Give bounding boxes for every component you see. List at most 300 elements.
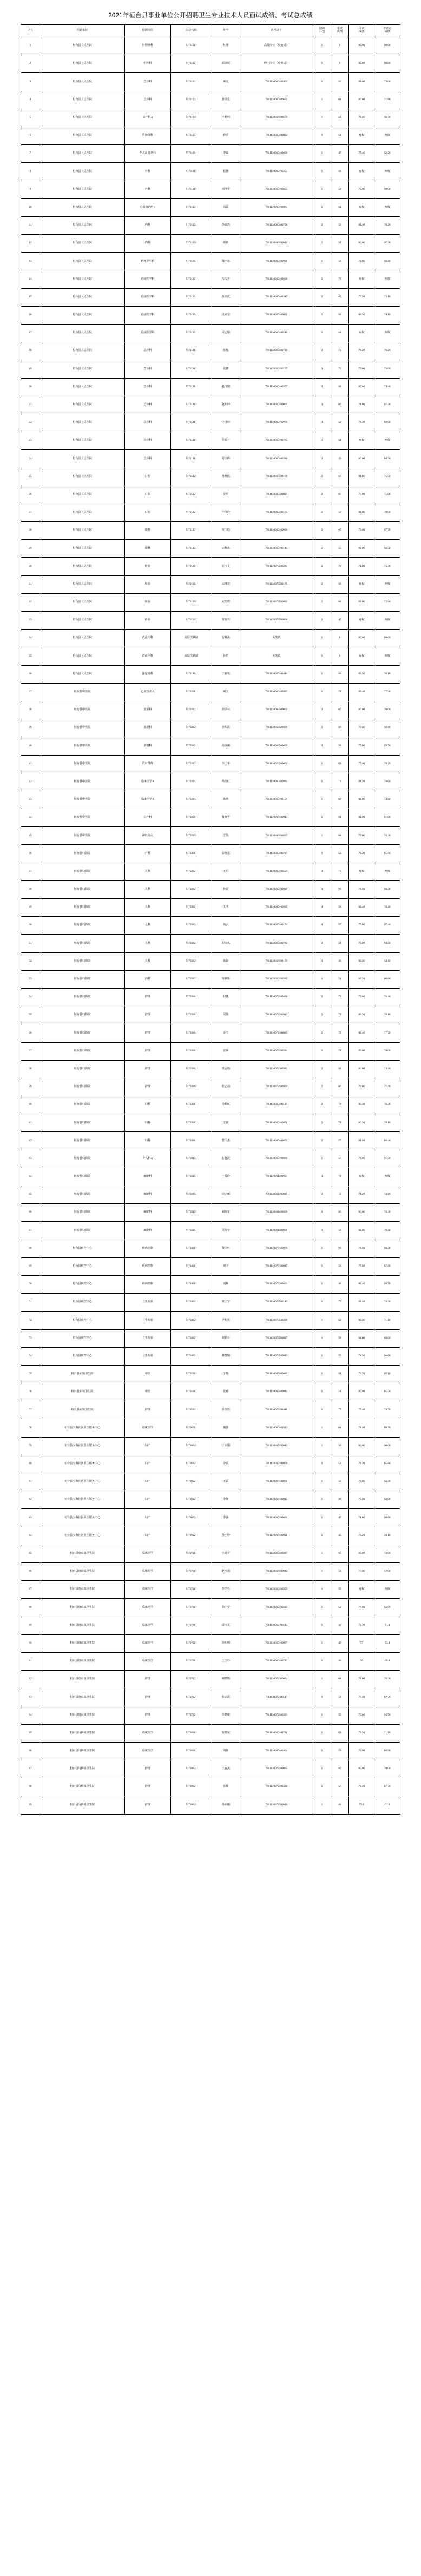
cell-unit: 桓台县人民医院 <box>40 198 125 216</box>
cell-code: （170402） <box>170 1347 212 1365</box>
cell-total: 65.60 <box>374 1455 400 1473</box>
cell-code: （170302） <box>170 880 212 898</box>
cell-post: 妇产 <box>125 1527 171 1545</box>
cell-total: 弃权 <box>374 432 400 450</box>
cell-total: 74.40 <box>374 1060 400 1078</box>
cell-name: 代传芳 <box>212 270 240 288</box>
cell-post: 产科 <box>125 845 171 863</box>
cell-name: 王爱玲 <box>212 1168 240 1186</box>
table-row <box>21 809 400 827</box>
table-row <box>21 1312 400 1329</box>
cell-written: 62 <box>331 1312 348 1329</box>
cell-name: 周秋彤 <box>212 970 240 988</box>
cell-name: 耿欣 <box>212 791 240 809</box>
cell-plan: 2 <box>313 1096 331 1114</box>
cell-index: 98 <box>21 1778 40 1796</box>
cell-admission_no: 7001130060100987 <box>240 1545 313 1562</box>
cell-interview: 76.80 <box>348 1078 374 1096</box>
cell-index: 44 <box>21 809 40 827</box>
cell-post: 眼科 <box>125 522 171 540</box>
cell-total: 75.50 <box>374 468 400 486</box>
cell-admission_no: 7001130060300030 <box>240 486 313 504</box>
cell-admission_no: 7001130060100540 <box>240 325 313 342</box>
cell-written: 65 <box>331 73 348 91</box>
cell-interview: 弃权 <box>348 575 374 593</box>
cell-written: 63 <box>331 91 348 109</box>
cell-plan: 2 <box>313 988 331 1006</box>
cell-index: 4 <box>21 91 40 109</box>
cell-written: 68 <box>331 1060 348 1078</box>
cell-index: 52 <box>21 952 40 970</box>
cell-name: 梁宇 <box>212 1257 240 1275</box>
cell-total: 67.80 <box>374 1257 400 1275</box>
cell-name: 高康丽 <box>212 737 240 755</box>
cell-written: 81 <box>331 809 348 827</box>
table-row <box>21 306 400 324</box>
cell-index: 92 <box>21 1671 40 1688</box>
cell-index: 19 <box>21 360 40 378</box>
cell-total: 64.50 <box>374 450 400 468</box>
cell-total: 71.10 <box>374 1312 400 1329</box>
cell-interview: 78.80 <box>348 880 374 898</box>
cell-written: 56 <box>331 1437 348 1455</box>
cell-code: （170315） <box>170 1186 212 1204</box>
cell-post: 放射技师 <box>125 755 171 773</box>
cell-total: 74.10 <box>374 306 400 324</box>
cell-interview: 80.60 <box>348 630 374 647</box>
cell-admission_no: 7001130072100117 <box>240 1688 313 1706</box>
cell-post: 临床医学 <box>125 1724 171 1742</box>
cell-interview: 79.40 <box>348 342 374 360</box>
cell-written: 72 <box>331 1096 348 1114</box>
cell-unit: 桓台县妇保院 <box>40 863 125 880</box>
cell-total: 63.40 <box>374 1473 400 1491</box>
table-row <box>21 522 400 540</box>
cell-plan: 1 <box>313 1329 331 1347</box>
cell-admission_no: 7001130072101089 <box>240 1024 313 1042</box>
table-row <box>21 1581 400 1599</box>
cell-name: 安岳 <box>212 486 240 504</box>
cell-post: 护理 <box>125 1671 171 1688</box>
cell-interview: 83.00 <box>348 1222 374 1240</box>
cell-post: 妇产 <box>125 1455 171 1473</box>
cell-admission_no: 7001130067100078 <box>240 1455 313 1473</box>
cell-index: 87 <box>21 1581 40 1599</box>
cell-post: 神经介入 <box>125 827 171 845</box>
cell-name: 徐宁宁 <box>212 1599 240 1617</box>
cell-code: （170104） <box>170 109 212 127</box>
cell-post: 精神卫生科 <box>125 253 171 270</box>
cell-post: 放射科 <box>125 701 171 719</box>
cell-total: 75.30 <box>374 558 400 575</box>
table-row <box>21 1114 400 1132</box>
cell-admission_no: 7001130060100286 <box>240 450 313 468</box>
cell-total: 弃权 <box>374 325 400 342</box>
cell-post: 临床医学 <box>125 1581 171 1599</box>
cell-unit: 桓台县人民医院 <box>40 486 125 504</box>
cell-written: 54 <box>331 1365 348 1383</box>
cell-written: 68 <box>331 163 348 181</box>
cell-code: （170115） <box>170 235 212 253</box>
cell-index: 79 <box>21 1437 40 1455</box>
cell-post: 胃肠外科 <box>125 127 171 144</box>
cell-index: 47 <box>21 863 40 880</box>
cell-post: 护理 <box>125 988 171 1006</box>
cell-interview: 78.80 <box>348 1240 374 1257</box>
cell-code: （170116） <box>170 253 212 270</box>
cell-post: 重症医学科 <box>125 325 171 342</box>
cell-code: （170801） <box>170 1742 212 1760</box>
cell-code: （170302） <box>170 899 212 917</box>
cell-plan: 1 <box>313 665 331 683</box>
col-header-written-score <box>331 25 348 37</box>
cell-plan: 2 <box>313 593 331 611</box>
cell-written: 43 <box>331 1796 348 1814</box>
col-header-interview-score <box>348 25 374 37</box>
cell-plan: 3 <box>313 1168 331 1186</box>
cell-total: 73.00 <box>374 73 400 91</box>
cell-admission_no: 7001130060100678 <box>240 109 313 127</box>
cell-interview: 74.60 <box>348 396 374 414</box>
cell-total: 70.00 <box>374 504 400 521</box>
cell-index: 91 <box>21 1652 40 1670</box>
cell-index: 69 <box>21 1257 40 1275</box>
cell-unit: 桓台县妇保院 <box>40 1204 125 1222</box>
cell-plan: 2 <box>313 1114 331 1132</box>
cell-index: 64 <box>21 1168 40 1186</box>
cell-unit: 桓台县妇保院 <box>40 1042 125 1060</box>
cell-unit: 桓台县人民医院 <box>40 504 125 521</box>
cell-interview: 82.00 <box>348 593 374 611</box>
cell-name: 曹晋 <box>212 127 240 144</box>
cell-plan: 4 <box>313 952 331 970</box>
cell-index: 11 <box>21 216 40 234</box>
table-row <box>21 952 400 970</box>
cell-written: 58 <box>331 1257 348 1275</box>
cell-written: 63 <box>331 827 348 845</box>
cell-plan: 1 <box>313 181 331 198</box>
cell-unit: 桓台县人民医院 <box>40 253 125 270</box>
col-header-written-line2: 成绩 <box>337 30 343 34</box>
cell-written: 61 <box>331 127 348 144</box>
table-row <box>21 414 400 432</box>
cell-written: 48 <box>331 1275 348 1293</box>
cell-plan: 2 <box>313 306 331 324</box>
cell-post: 中医 <box>125 1383 171 1401</box>
cell-total: 68.80 <box>374 253 400 270</box>
cell-code: （170121） <box>170 360 212 378</box>
cell-interview: 78.20 <box>348 1455 374 1473</box>
cell-total: 74.70 <box>374 1401 400 1419</box>
cell-unit: 桓台县妇保院 <box>40 1078 125 1096</box>
cell-admission_no: 7001130060100796 <box>240 216 313 234</box>
table-row <box>21 1796 400 1814</box>
cell-admission_no: 7001130060100797 <box>240 845 313 863</box>
cell-plan: 1 <box>313 647 331 665</box>
cell-admission_no: 7001130060100115 <box>240 1617 313 1634</box>
cell-name: 贺燕燕 <box>212 630 240 647</box>
cell-total: 76.10 <box>374 1006 400 1024</box>
cell-unit: 桓台县疾控中心 <box>40 1347 125 1365</box>
cell-unit: 桓台县人民医院 <box>40 306 125 324</box>
table-row <box>21 1168 400 1186</box>
cell-post: 急诊科 <box>125 73 171 91</box>
cell-code: （170602） <box>170 1455 212 1473</box>
cell-plan: 1 <box>313 1527 331 1545</box>
cell-written: 60 <box>331 396 348 414</box>
cell-plan: 2 <box>313 522 331 540</box>
cell-unit: 桓台县唐山镇卫生院 <box>40 1634 125 1652</box>
cell-admission_no: 7001130060100109 <box>240 791 313 809</box>
cell-index: 76 <box>21 1383 40 1401</box>
cell-written: 72 <box>331 1024 348 1042</box>
cell-post: 外科 <box>125 163 171 181</box>
cell-post: 儿科 <box>125 917 171 935</box>
cell-admission_no: 7001130060100077 <box>240 1634 313 1652</box>
cell-index: 95 <box>21 1724 40 1742</box>
cell-total: 71.10 <box>374 1724 400 1742</box>
table-row <box>21 91 400 109</box>
cell-admission_no: 7001130060100222 <box>240 1599 313 1617</box>
cell-total: 67.30 <box>374 396 400 414</box>
cell-written: 61 <box>331 325 348 342</box>
cell-name: 郧敏 <box>212 235 240 253</box>
cell-admission_no: 7001130077100017 <box>240 1257 313 1275</box>
cell-plan: 4 <box>313 899 331 917</box>
cell-plan: 2 <box>313 1024 331 1042</box>
cell-unit: 桓台县人民医院 <box>40 235 125 253</box>
table-row <box>21 198 400 216</box>
table-row <box>21 1294 400 1312</box>
cell-index: 58 <box>21 1060 40 1078</box>
cell-admission_no: 7001130060100670 <box>240 91 313 109</box>
table-row <box>21 432 400 450</box>
cell-code: （170115） <box>170 216 212 234</box>
cell-code: 高层次紧缺 <box>170 647 212 665</box>
cell-unit: 桓台县妇保院 <box>40 1132 125 1150</box>
cell-name: 吴佳 <box>212 1006 240 1024</box>
cell-interview: 81.00 <box>348 809 374 827</box>
table-row <box>21 773 400 791</box>
cell-index: 2 <box>21 55 40 73</box>
cell-admission_no: 7001130060100354 <box>240 163 313 181</box>
cell-unit: 桓台县少海社区卫生服务中心 <box>40 1509 125 1527</box>
cell-written: 47 <box>331 145 348 163</box>
cell-code: （170121） <box>170 396 212 414</box>
cell-plan: 3 <box>313 1222 331 1240</box>
cell-code: （170121） <box>170 414 212 432</box>
cell-interview: 80.00 <box>348 1760 374 1778</box>
cell-index: 80 <box>21 1455 40 1473</box>
cell-code: （170401） <box>170 1240 212 1257</box>
cell-name: 杜红霞 <box>212 1401 240 1419</box>
cell-code: （170120） <box>170 288 212 306</box>
cell-admission_no: 7001130060100666 <box>240 1150 313 1168</box>
table-row <box>21 558 400 575</box>
cell-post: 心血管介入 <box>125 683 171 701</box>
cell-plan: 1 <box>313 1491 331 1509</box>
cell-code: （170306） <box>170 1042 212 1060</box>
cell-unit: 桓台县唐山镇卫生院 <box>40 1671 125 1688</box>
cell-code: （170402） <box>170 1294 212 1312</box>
cell-code: （170121） <box>170 378 212 396</box>
cell-unit: 桓台县人民医院 <box>40 647 125 665</box>
cell-interview: 76.00 <box>348 1706 374 1724</box>
cell-code: （170120） <box>170 306 212 324</box>
cell-plan: 2 <box>313 486 331 504</box>
cell-total: 61.3 <box>374 1796 400 1814</box>
cell-name: 姚宁宁 <box>212 1294 240 1312</box>
cell-unit: 桓台县人民医院 <box>40 216 125 234</box>
cell-plan: 2 <box>313 504 331 521</box>
cell-written: 72 <box>331 773 348 791</box>
cell-total: 69.80 <box>374 1329 400 1347</box>
table-row <box>21 1365 400 1383</box>
cell-index: 30 <box>21 558 40 575</box>
cell-interview: 83.20 <box>348 665 374 683</box>
table-row <box>21 378 400 396</box>
cell-admission_no: 7001130060100832 <box>240 127 313 144</box>
cell-admission_no: 7001130060100462 <box>240 73 313 91</box>
cell-admission_no: 7001130060100008 <box>240 145 313 163</box>
cell-written: 70 <box>331 360 348 378</box>
cell-plan: 2 <box>313 558 331 575</box>
cell-interview: 弃权 <box>348 612 374 630</box>
cell-interview: 80.60 <box>348 1204 374 1222</box>
table-row <box>21 1060 400 1078</box>
cell-admission_no: 7001130060100174 <box>240 917 313 935</box>
cell-post: 护理 <box>125 1078 171 1096</box>
cell-post: 儿科 <box>125 952 171 970</box>
cell-index: 50 <box>21 917 40 935</box>
cell-index: 38 <box>21 701 40 719</box>
cell-written: 69 <box>331 288 348 306</box>
cell-index: 32 <box>21 593 40 611</box>
cell-plan: 1 <box>313 1545 331 1562</box>
cell-plan: 1 <box>313 1634 331 1652</box>
cell-post: 妇产科 <box>125 809 171 827</box>
cell-index: 85 <box>21 1545 40 1562</box>
cell-plan: 1 <box>313 1562 331 1580</box>
cell-unit: 桓台县人民医院 <box>40 575 125 593</box>
cell-unit: 桓台县妇保院 <box>40 1024 125 1042</box>
cell-post: 内科 <box>125 216 171 234</box>
cell-plan: 1 <box>313 827 331 845</box>
cell-name: 吕捷 <box>212 988 240 1006</box>
cell-code: （170301） <box>170 845 212 863</box>
cell-written: 58 <box>331 253 348 270</box>
cell-post: 急诊科 <box>125 450 171 468</box>
cell-interview: 80.00 <box>348 450 374 468</box>
cell-name: 孙梦瑶 <box>212 468 240 486</box>
cell-name: 刘晓晴 <box>212 1671 240 1688</box>
cell-total: 76.20 <box>374 342 400 360</box>
cell-name: 董文杰 <box>212 1132 240 1150</box>
cell-name: 赵玉强 <box>212 1562 240 1580</box>
col-header-name: 姓名 <box>212 25 240 37</box>
cell-written: 60 <box>331 719 348 737</box>
cell-index: 10 <box>21 198 40 216</box>
cell-plan: 4 <box>313 917 331 935</box>
cell-post: 急诊科 <box>125 360 171 378</box>
cell-written: 55 <box>331 1706 348 1724</box>
cell-plan: 2 <box>313 1132 331 1150</box>
cell-admission_no: 7001130061400009 <box>240 1204 313 1222</box>
cell-unit: 桓台县人民医院 <box>40 432 125 450</box>
cell-index: 70 <box>21 1275 40 1293</box>
cell-plan: 2 <box>313 612 331 630</box>
cell-post: 介入科A <box>125 1150 171 1168</box>
cell-index: 34 <box>21 630 40 647</box>
cell-written: 47 <box>331 612 348 630</box>
cell-post: 疾病控制 <box>125 1275 171 1293</box>
cell-written: 49 <box>331 450 348 468</box>
cell-post: 儿科 <box>125 863 171 880</box>
table-row <box>21 1401 400 1419</box>
cell-code: （170303） <box>170 970 212 988</box>
cell-total: 67.70 <box>374 522 400 540</box>
cell-plan: 4 <box>313 880 331 898</box>
cell-written: 58 <box>331 1562 348 1580</box>
cell-post: 妇产 <box>125 1491 171 1509</box>
cell-admission_no: 7001130072100616 <box>240 1796 313 1814</box>
cell-interview: 84.00 <box>348 468 374 486</box>
cell-index: 16 <box>21 306 40 324</box>
table-row <box>21 1599 400 1617</box>
table-row <box>21 1329 400 1347</box>
cell-plan: 1 <box>313 1706 331 1724</box>
cell-interview: 71.60 <box>348 558 374 575</box>
table-row <box>21 1042 400 1060</box>
cell-admission_no: 7001130061400011 <box>240 1186 313 1204</box>
cell-plan: 3 <box>313 1186 331 1204</box>
cell-post: 儿科 <box>125 880 171 898</box>
cell-code: （170702） <box>170 1671 212 1688</box>
cell-total: 弃权 <box>374 863 400 880</box>
cell-total: 71.4 <box>374 1617 400 1634</box>
cell-admission_no: 7001130072100393 <box>240 1706 313 1724</box>
cell-name: 王毓梁 <box>212 665 240 683</box>
cell-interview: 78.20 <box>348 1347 374 1365</box>
col-header-code: 岗位代码 <box>170 25 212 37</box>
table-row <box>21 647 400 665</box>
cell-index: 84 <box>21 1527 40 1545</box>
cell-written: 58 <box>331 1222 348 1240</box>
cell-written: 72 <box>331 1168 348 1186</box>
cell-name: 吴海宇 <box>212 1222 240 1240</box>
table-header <box>21 25 400 37</box>
cell-index: 39 <box>21 719 40 737</box>
cell-plan: 4 <box>313 863 331 880</box>
cell-total: 67.30 <box>374 235 400 253</box>
cell-post: 检验 <box>125 575 171 593</box>
cell-interview: 77 <box>348 1634 374 1652</box>
cell-name: 常宇峰 <box>212 450 240 468</box>
cell-post: 心血管内科B <box>125 198 171 216</box>
cell-name: 殷晓雪 <box>212 809 240 827</box>
cell-written: 54 <box>331 432 348 450</box>
cell-code: （170502） <box>170 1401 212 1419</box>
cell-total: 65.70 <box>374 1275 400 1293</box>
cell-total: 70.20 <box>374 216 400 234</box>
cell-code: （170302） <box>170 952 212 970</box>
cell-total: 73.4 <box>374 1634 400 1652</box>
table-row <box>21 486 400 504</box>
cell-index: 41 <box>21 755 40 773</box>
table-row <box>21 1024 400 1042</box>
table-row <box>21 665 400 683</box>
cell-index: 67 <box>21 1222 40 1240</box>
